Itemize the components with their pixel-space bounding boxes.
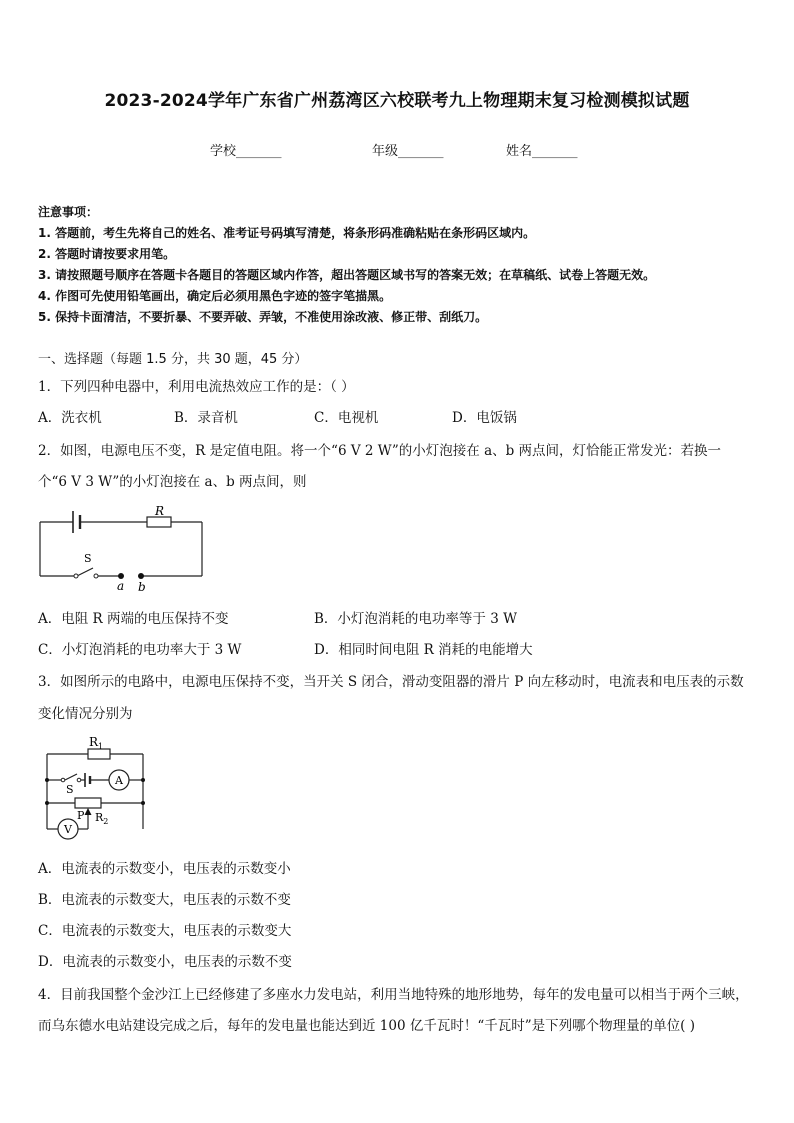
q2-option-c: C．小灯泡消耗的电功率大于 3 W — [38, 642, 242, 658]
q1-option-b: B．录音机 — [174, 410, 238, 426]
grade-field: 年级_______ — [372, 144, 444, 159]
question-3-line2: 变化情况分别为 — [38, 706, 133, 722]
notice-heading: 注意事项： — [38, 205, 99, 219]
q2-s-label: S — [84, 552, 92, 565]
q2-b-label: b — [138, 580, 146, 594]
q3-option-c: C．电流表的示数变大，电压表的示数变大 — [38, 923, 292, 939]
notice-item: 1. 答题前，考生先将自己的姓名、准考证号码填写清楚，将条形码准确粘贴在条形码区域内。 — [38, 226, 536, 240]
q3-p-label: P — [77, 809, 85, 822]
q2-option-b: B．小灯泡消耗的电功率等于 3 W — [314, 611, 517, 627]
q1-option-a: A．洗衣机 — [38, 410, 102, 426]
q3-s-label: S — [66, 783, 74, 796]
question-4-line1: 4．目前我国整个金沙江上已经修建了多座水力发电站，利用当地特殊的地形地势，每年的发电量可以相当于两个三峡， — [38, 987, 749, 1003]
question-2-line1: 2．如图，电源电压不变，R 是定值电阻。将一个“6 V 2 W”的小灯泡接在 a、b 两点间，灯恰能正常发光：若换一 — [38, 443, 722, 459]
q3-r1-label: $R_1$ — [89, 735, 104, 751]
notice-item: 4. 作图可先使用铅笔画出，确定后必须用黑色字迹的签字笔描黑。 — [38, 289, 392, 303]
name-field: 姓名_______ — [506, 144, 578, 159]
voltmeter-label: V — [64, 823, 72, 836]
question-1-stem: 1．下列四种电器中，利用电流热效应工作的是：（ ） — [38, 379, 355, 395]
question-3-line1: 3．如图所示的电路中，电源电压保持不变，当开关 S 闭合，滑动变阻器的滑片 P 向左移动时，电流表和电压表的示数 — [38, 674, 744, 690]
q3-option-a: A．电流表的示数变小，电压表的示数变小 — [38, 861, 291, 877]
q2-option-a: A．电阻 R 两端的电压保持不变 — [38, 611, 229, 627]
q3-r2-label: $R_2$ — [95, 811, 109, 826]
question-2-line2: 个“6 V 3 W”的小灯泡接在 a、b 两点间，则 — [38, 474, 307, 490]
notice-item: 2. 答题时请按要求用笔。 — [38, 247, 176, 261]
q3-option-d: D．电流表的示数变小，电压表的示数不变 — [38, 954, 292, 970]
page-title: 2023-2024学年广东省广州荔湾区六校联考九上物理期末复习检测模拟试题 — [104, 91, 690, 111]
question-4-line2: 而乌东德水电站建设完成之后，每年的发电量也能达到近 100 亿千瓦时！“千瓦时”是下列哪个物理量的单位( ) — [38, 1018, 695, 1034]
q1-option-d: D．电饭锅 — [452, 410, 517, 426]
ammeter-label: A — [115, 774, 123, 787]
section-title: 一、选择题（每题 1.5 分，共 30 题，45 分） — [38, 352, 308, 367]
q1-option-c: C．电视机 — [314, 410, 379, 426]
q3-option-b: B．电流表的示数变大，电压表的示数不变 — [38, 892, 291, 908]
q3-circuit-diagram — [47, 749, 143, 839]
q2-option-d: D．相同时间电阻 R 消耗的电能增大 — [314, 642, 533, 658]
school-field: 学校_______ — [210, 144, 282, 159]
q2-r-label: R — [155, 504, 165, 518]
q2-a-label: a — [117, 579, 125, 593]
notice-item: 3. 请按照题号顺序在答题卡各题目的答题区域内作答，超出答题区域书写的答案无效；在草稿纸、试卷上答题无效。 — [38, 268, 656, 282]
notice-item: 5. 保持卡面清洁，不要折暴、不要弄破、弄皱，不准使用涂改液、修正带、刮纸刀。 — [38, 310, 488, 324]
